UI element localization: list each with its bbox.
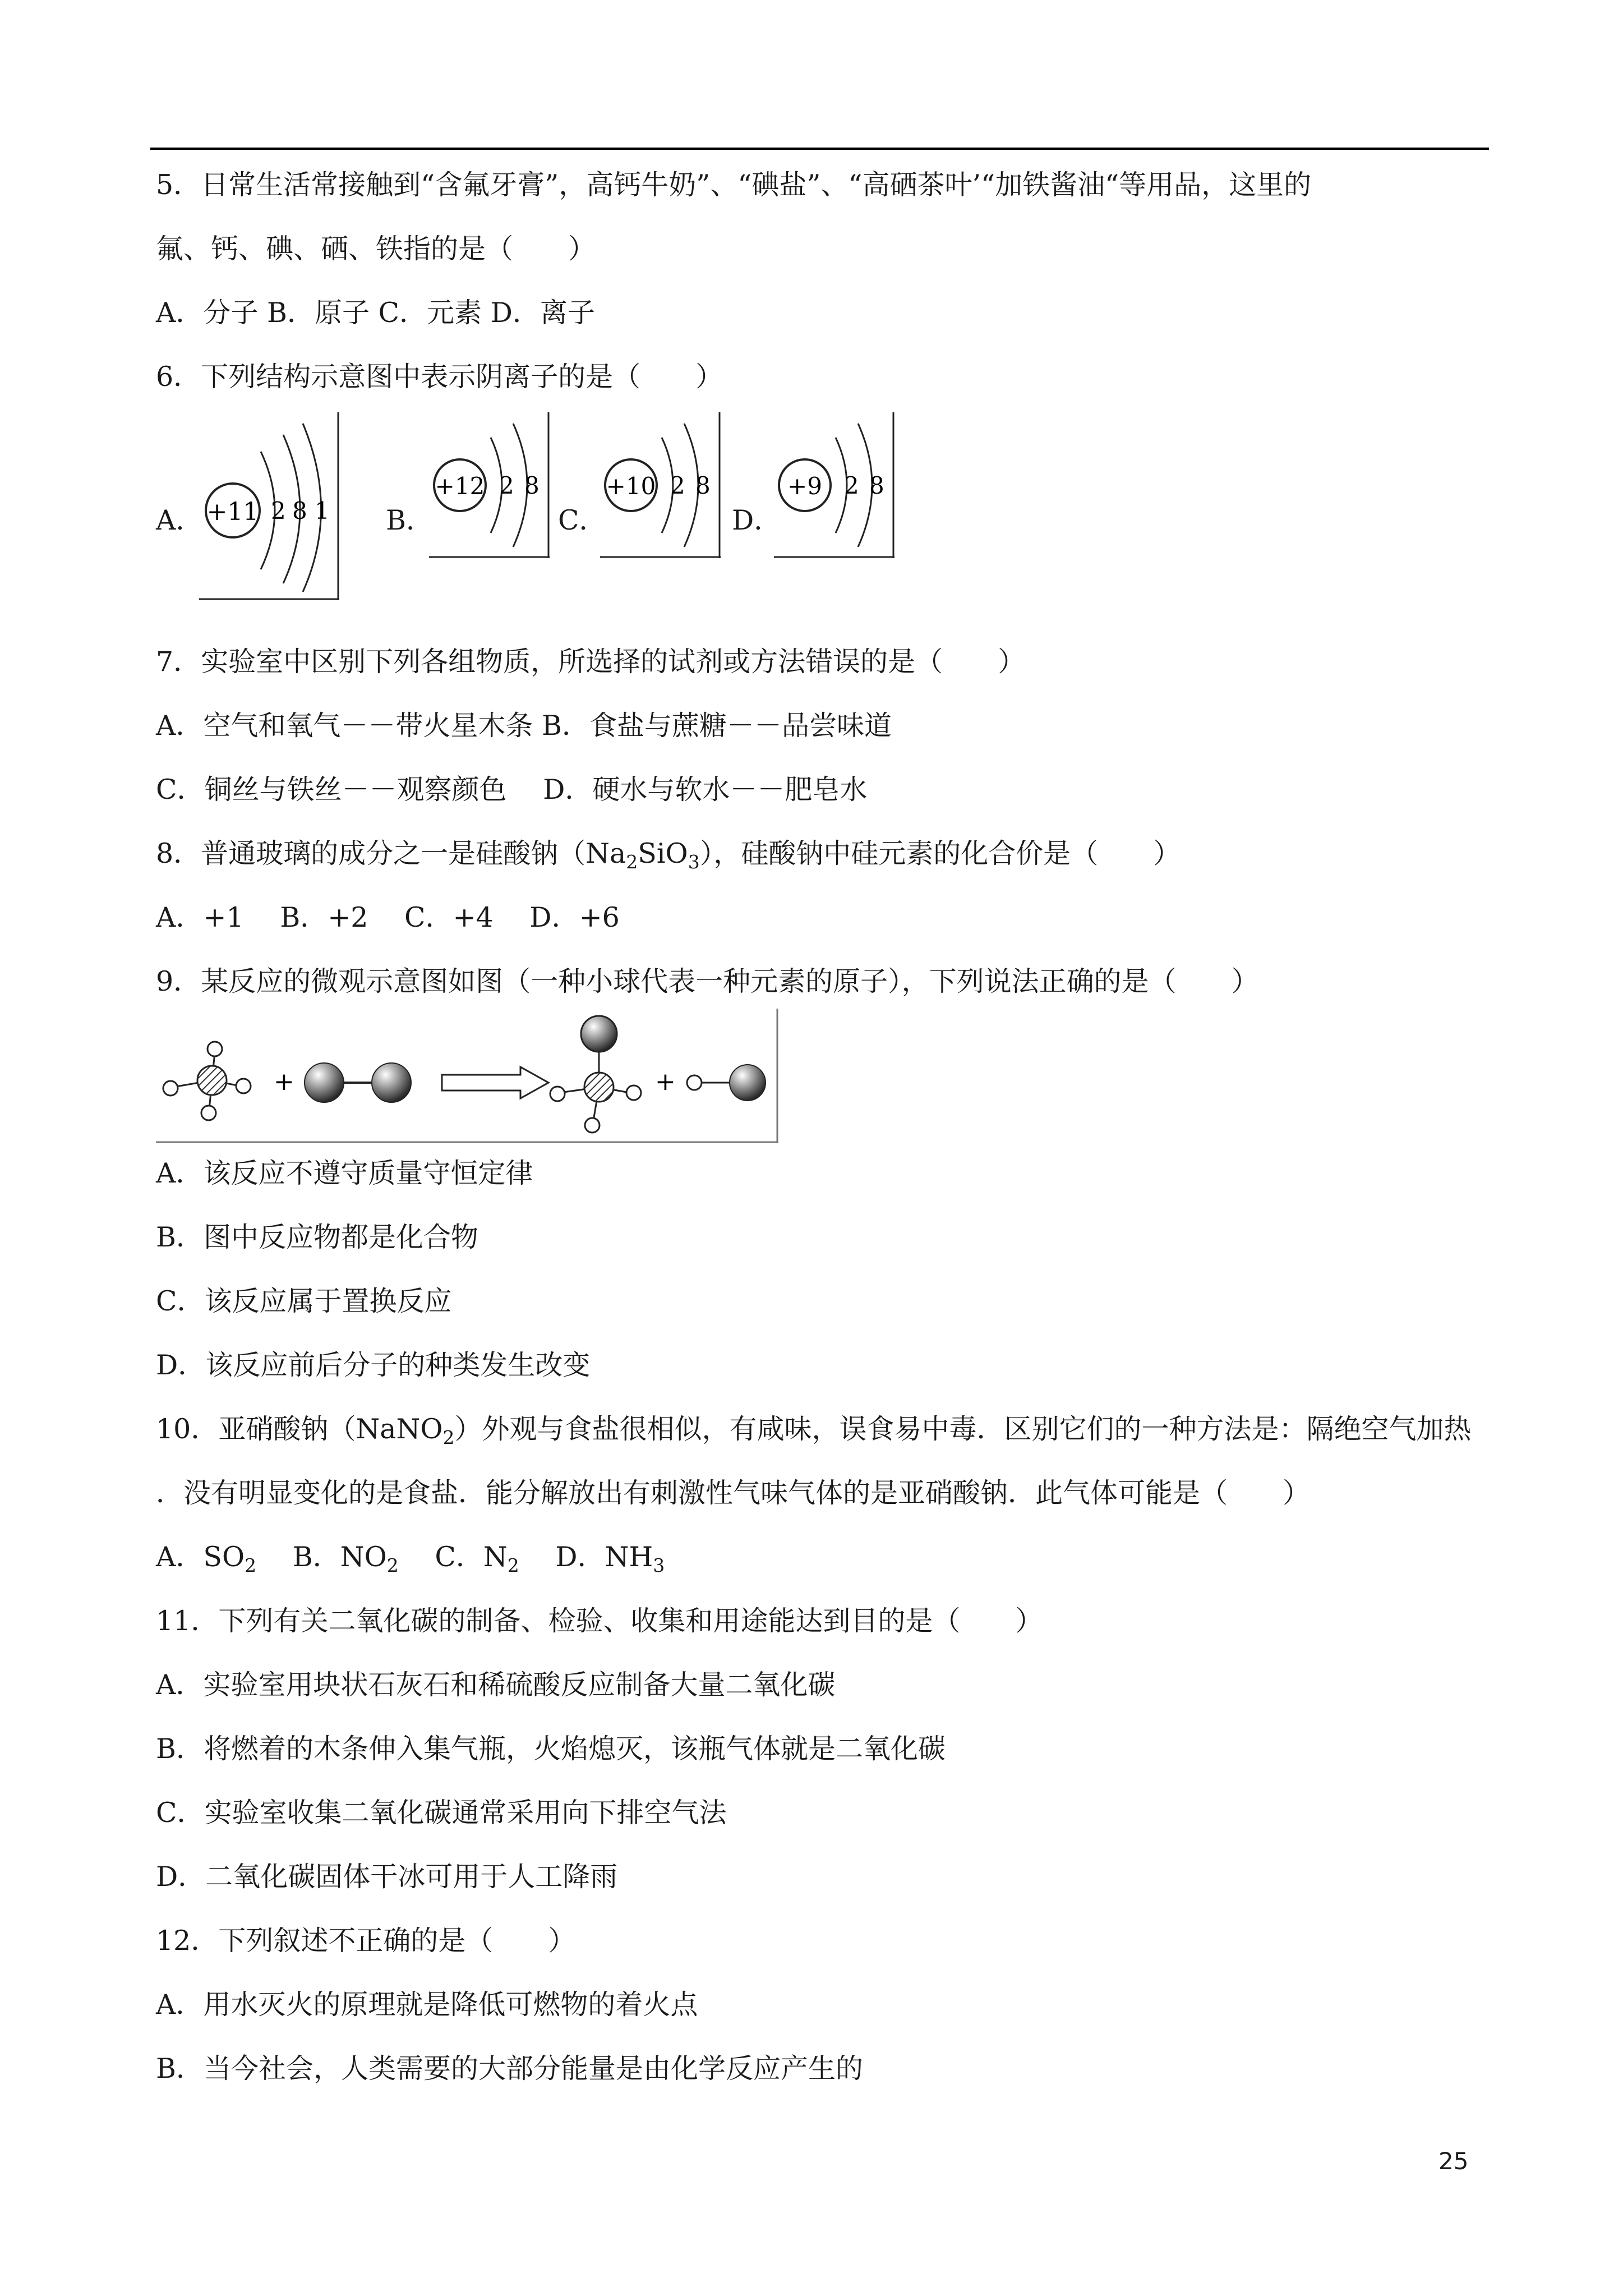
q10-stem-line1: 10．亚硝酸钠（NaNO$_2$）外观与食盐很相似，有咸味，误食易中毒．区别它们的一种方法是：隔绝空气加热 <box>156 1413 1472 1448</box>
q6-option-c-label: C． <box>558 504 607 536</box>
q11-option-b: B．将燃着的木条伸入集气瓶，火焰熄灭，该瓶气体就是二氧化碳 <box>156 1733 946 1765</box>
q9-stem: 9．某反应的微观示意图如图（一种小球代表一种元素的原子），下列说法正确的是（ ） <box>156 965 1259 997</box>
q6-a-nucleus: +11 <box>206 498 259 526</box>
q6-b-shell-2: 8 <box>524 472 540 499</box>
svg-text:+: + <box>655 1068 676 1096</box>
q6-option-b-diagram <box>429 412 550 558</box>
q9-option-b: B．图中反应物都是化合物 <box>156 1221 479 1253</box>
q12-option-b: B．当今社会，人类需要的大部分能量是由化学反应产生的 <box>156 2053 864 2085</box>
q11-stem: 11．下列有关二氧化碳的制备、检验、收集和用途能达到目的是（ ） <box>156 1605 1043 1637</box>
q10-stem-line2: ．没有明显变化的是食盐．能分解放出有刺激性气味气体的是亚硝酸钠．此气体可能是（ ） <box>156 1477 1311 1509</box>
q7-stem: 7．实验室中区别下列各组物质，所选择的试剂或方法错误的是（ ） <box>156 646 1026 678</box>
header-rule <box>150 148 1489 150</box>
q6-option-d-diagram <box>774 412 895 558</box>
q6-option-a-label: A． <box>156 504 204 536</box>
q11-option-a: A．实验室用块状石灰石和稀硫酸反应制备大量二氧化碳 <box>156 1669 836 1701</box>
q12-stem: 12．下列叙述不正确的是（ ） <box>156 1925 576 1957</box>
q6-d-shell-1: 2 <box>844 472 859 499</box>
q5-options: A．分子 B．原子 C．元素 D．离子 <box>156 297 595 329</box>
q6-b-nucleus: +12 <box>435 472 485 500</box>
page-number: 25 <box>1438 2147 1469 2175</box>
q6-a-shell-1: 2 <box>271 497 286 524</box>
svg-text:+: + <box>274 1068 294 1096</box>
q11-option-c: C．实验室收集二氧化碳通常采用向下排空气法 <box>156 1797 727 1829</box>
q7-options-row2: C．铜丝与铁丝－－观察颜色 D．硬水与软水－－肥皂水 <box>156 774 868 806</box>
q5-stem-line1: 5．日常生活常接触到“含氟牙膏”，高钙牛奶”、“碘盐”、“高硒茶叶’“加铁酱油“等用品，这里的 <box>156 169 1312 201</box>
q6-a-shell-3: 1 <box>315 497 330 524</box>
q6-option-c-diagram <box>600 412 721 558</box>
q6-option-a-diagram <box>199 412 339 600</box>
q9-option-d: D．该反应前后分子的种类发生改变 <box>156 1349 591 1381</box>
q6-option-d-label: D． <box>732 504 782 536</box>
q6-d-shell-2: 8 <box>869 472 884 499</box>
q7-options-row1: A．空气和氧气－－带火星木条 B．食盐与蔗糖－－品尝味道 <box>156 710 892 742</box>
q12-option-a: A．用水灭火的原理就是降低可燃物的着火点 <box>156 1989 698 2021</box>
q9-option-a: A．该反应不遵守质量守恒定律 <box>156 1157 533 1189</box>
q11-option-d: D．二氧化碳固体干冰可用于人工降雨 <box>156 1861 618 1893</box>
q5-stem-line2: 氟、钙、碘、硒、铁指的是（ ） <box>156 233 596 265</box>
q8-stem: 8．普通玻璃的成分之一是硅酸钠$(Na_2SiO_3)$，硅酸钠中硅元素的化合价是（ ） <box>156 838 1181 873</box>
q6-c-shell-1: 2 <box>670 472 685 499</box>
q6-c-nucleus: +10 <box>606 472 656 500</box>
q9-option-c: C．该反应属于置换反应 <box>156 1285 452 1317</box>
q8-options: A．+1 B．+2 C．+4 D．+6 <box>156 901 620 933</box>
q9-reaction-diagram <box>156 1009 778 1143</box>
q10-options: A．$SO_2$ B．$NO_2$ C．$N_2$ D．$NH_3$ <box>156 1541 665 1576</box>
q6-c-shell-2: 8 <box>695 472 711 499</box>
q6-b-shell-1: 2 <box>499 472 514 499</box>
q6-option-b-label: B． <box>386 504 434 536</box>
q6-a-shell-2: 8 <box>292 497 307 524</box>
q6-stem: 6．下列结构示意图中表示阴离子的是（ ） <box>156 361 723 393</box>
q6-d-nucleus: +9 <box>787 472 822 500</box>
